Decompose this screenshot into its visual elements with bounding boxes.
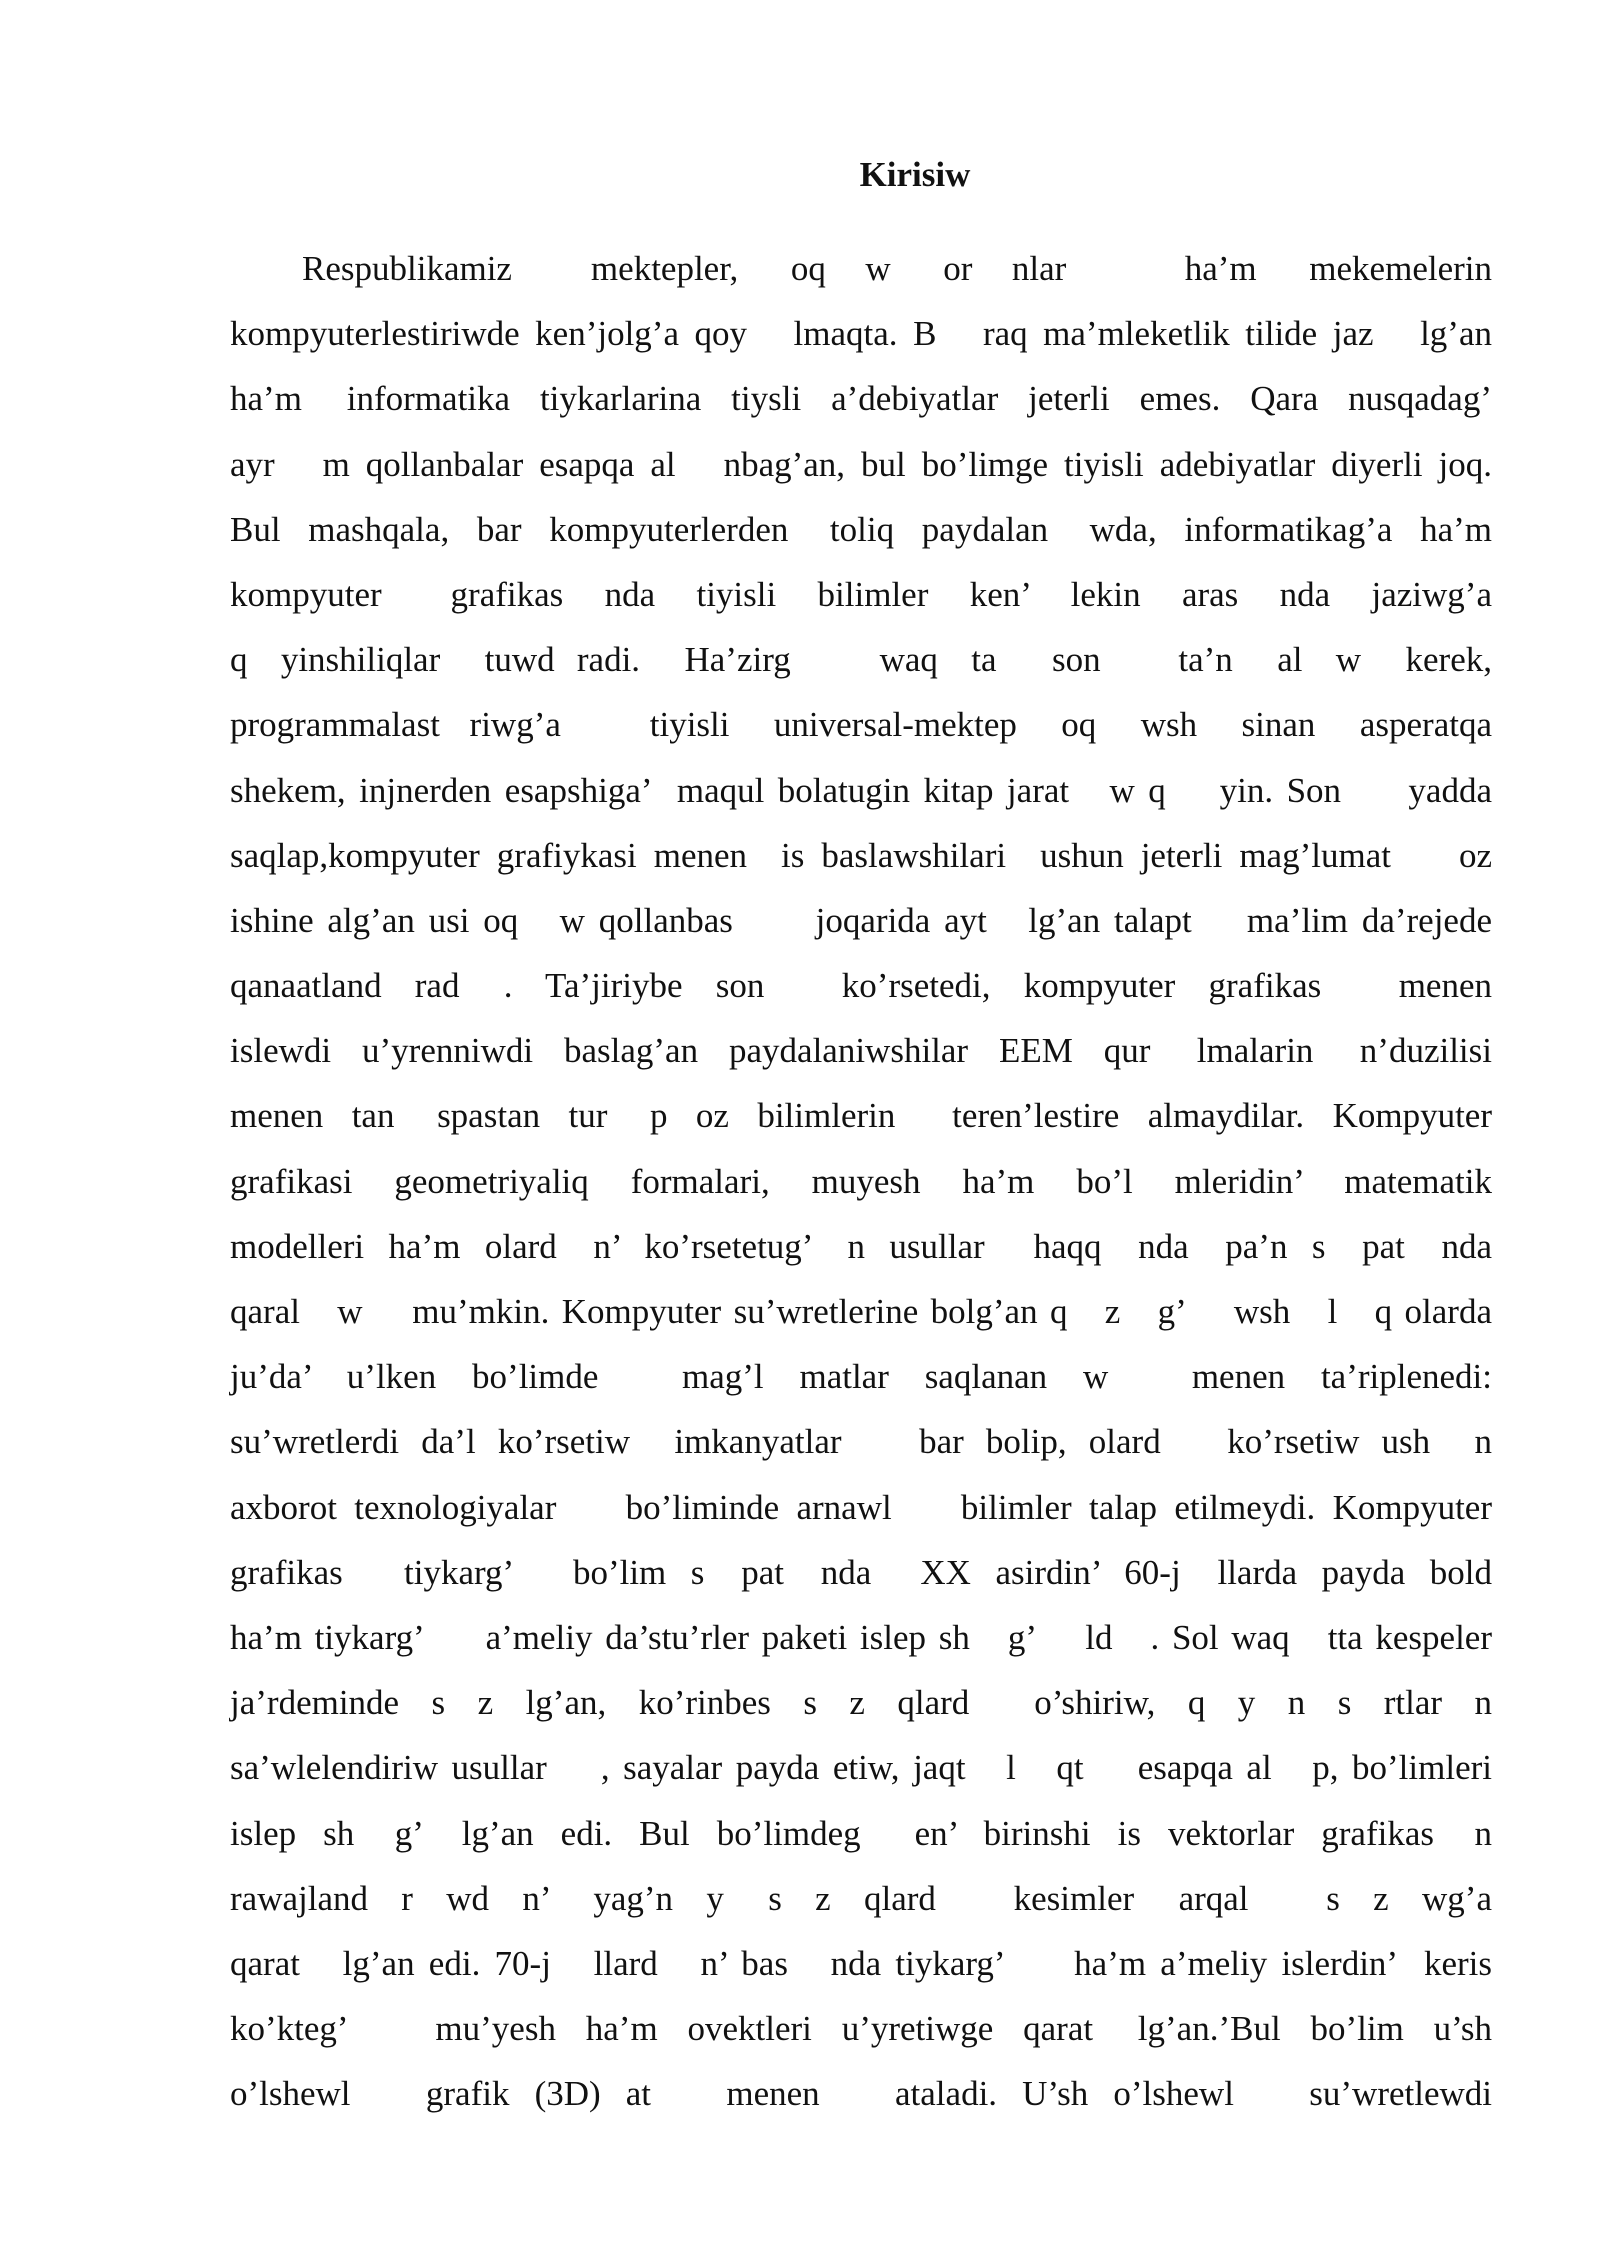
text-line: ishine alg’an usi oq w qollanbas joqarida ayt lg’an talapt ma’lim da’rejede	[230, 900, 1492, 940]
text-line: axborot texnologiyalar bo’liminde arnawl bilimler talap etilmeydi. Kompyuter	[230, 1487, 1492, 1527]
text-line: qanaatland rad . Ta’jiriybe son ko’rsetedi, kompyuter grafikas menen	[230, 966, 1492, 1006]
text-line: ha’m informatika tiykarlarina tiysli a’debiyatlar jeterli emes. Qara nusqadag’	[230, 379, 1492, 419]
text-line: su’wretlerdi da’l ko’rsetiw imkanyatlar bar bolip, olard ko’rsetiw ush n	[230, 1422, 1492, 1462]
text-line: kompyuter grafikas nda tiyisli bilimler ken’ lekin aras nda jaziwg’a	[230, 574, 1492, 614]
text-line: Respublikamiz mektepler, oq w or nlar ha’m mekemelerin	[302, 249, 1492, 288]
text-line: q yinshiliqlar tuwd radi. Ha’zirg waq ta son ta’n al w kerek,	[230, 640, 1492, 680]
text-line: shekem, injnerden esapshiga’ maqul bolatugin kitap jarat w q yin. Son yadda	[230, 770, 1492, 810]
text-line: qaral w mu’mkin. Kompyuter su’wretlerine bolg’an q z g’ wsh l q olarda	[230, 1292, 1492, 1331]
text-line: ha’m tiykarg’ a’meliy da’stu’rler paketi islep sh g’ ld . Sol waq tta kespeler	[230, 1617, 1492, 1657]
text-line: islep sh g’ lg’an edi. Bul bo’limdeg en’ birinshi is vektorlar grafikas n	[230, 1813, 1492, 1853]
page-title: Kirisiw	[859, 155, 971, 194]
text-line: modelleri ha’m olard n’ ko’rsetetug’ n usullar haqq nda pa’n s pat nda	[230, 1226, 1492, 1266]
body-paragraph	[230, 240, 1492, 2130]
text-line: sa’wlelendiriw usullar , sayalar payda etiw, jaqt l qt esapqa al p, bo’limleri	[230, 1748, 1492, 1788]
text-line: saqlap,kompyuter grafiykasi menen is baslawshilari ushun jeterli mag’lumat oz	[230, 835, 1492, 875]
text-line: ayr m qollanbalar esapqa al nbag’an, bul bo’limge tiyisli adebiyatlar diyerli joq.	[230, 444, 1492, 484]
text-line: rawajland r wd n’ yag’n y s z qlard kesimler arqal s z wg’a	[230, 1878, 1492, 1918]
text-line: grafikas tiykarg’ bo’lim s pat nda XX asirdin’ 60-j llarda payda bold	[230, 1552, 1492, 1592]
text-line: ko’kteg’ mu’yesh ha’m ovektleri u’yretiwge qarat lg’an.’Bul bo’lim u’sh	[230, 2009, 1492, 2049]
text-line: menen tan spastan tur p oz bilimlerin teren’lestire almaydilar. Kompyuter	[230, 1096, 1492, 1136]
text-line: programmalast riwg’a tiyisli universal-mektep oq wsh sinan asperatqa	[230, 705, 1492, 745]
text-line: o’lshewl grafik (3D) at menen ataladi. U’sh o’lshewl su’wretlewdi	[230, 2074, 1492, 2114]
text-line: kompyuterlestiriwde ken’jolg’a qoy lmaqta. B raq ma’mleketlik tilide jaz lg’an	[230, 314, 1492, 354]
text-line: ju’da’ u’lken bo’limde mag’l matlar saqlanan w menen ta’riplenedi:	[230, 1357, 1492, 1397]
text-line: qarat lg’an edi. 70-j llard n’ bas nda tiykarg’ ha’m a’meliy islerdin’ keris	[230, 1943, 1492, 1983]
text-line: islewdi u’yrenniwdi baslag’an paydalaniwshilar EEM qur lmalarin n’duzilisi	[230, 1031, 1492, 1071]
text-line: grafikasi geometriyaliq formalari, muyesh ha’m bo’l mleridin’ matematik	[230, 1161, 1492, 1201]
text-line: ja’rdeminde s z lg’an, ko’rinbes s z qlard o’shiriw, q y n s rtlar n	[230, 1683, 1492, 1723]
text-line: Bul mashqala, bar kompyuterlerden toliq paydalan wda, informatikag’a ha’m	[230, 509, 1492, 549]
